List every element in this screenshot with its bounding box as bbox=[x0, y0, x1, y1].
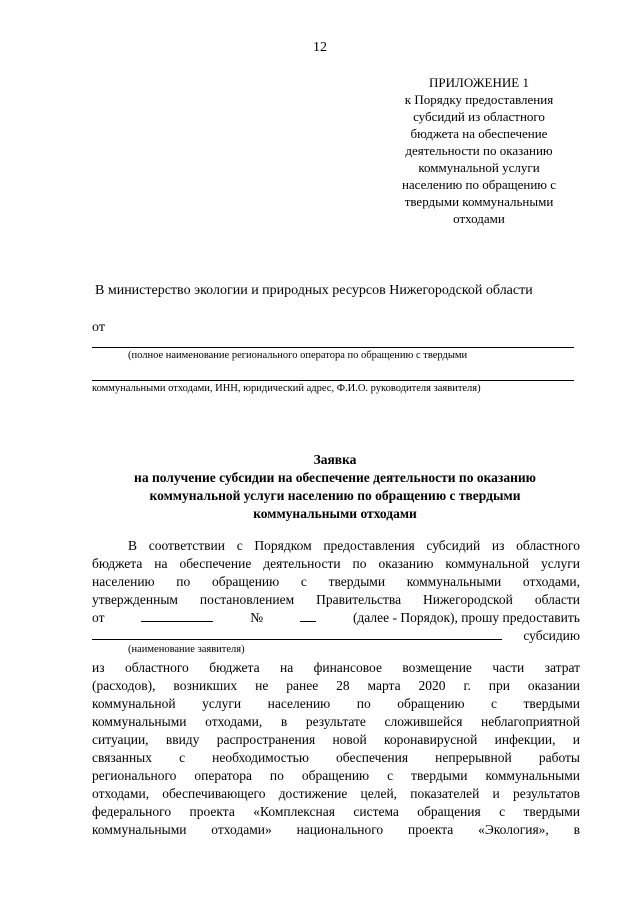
subsidy-word: субсидию bbox=[523, 628, 580, 643]
number-sign: № bbox=[250, 610, 264, 625]
body-line-date-number bbox=[92, 609, 580, 627]
title-line: коммунальной услуги населению по обращению с твердыми bbox=[149, 488, 521, 503]
date-prefix: от bbox=[92, 610, 105, 625]
body-line: бюджета на обеспечение деятельности по оказанию коммунальной услуги bbox=[92, 556, 580, 571]
page-number: 12 bbox=[313, 40, 327, 55]
body-line: коммунальными отходами, в результате сложившейся неблагоприятной bbox=[92, 714, 580, 729]
date-number-rest: (далее - Порядок), прошу предоставить bbox=[352, 610, 580, 625]
body-line: населению по обращению с твердыми коммунальными отходами, bbox=[92, 574, 580, 589]
appendix-line: бюджета на обеспечение bbox=[410, 126, 548, 141]
body-line: (расходов), возникших не ранее 28 марта 2020 г. при оказании bbox=[92, 678, 580, 693]
body-line: ситуации, ввиду распространения новой коронавирусной инфекции, и bbox=[92, 732, 580, 747]
date-blank bbox=[141, 609, 213, 622]
number-blank bbox=[300, 609, 316, 622]
appendix-heading: ПРИЛОЖЕНИЕ 1 bbox=[429, 75, 529, 90]
title-line: на получение субсидии на обеспечение деятельности по оказанию bbox=[134, 470, 536, 485]
operator-fill-line-1 bbox=[92, 347, 574, 348]
addressee: В министерство экологии и природных ресурсов Нижегородской области bbox=[95, 283, 533, 298]
title-line: коммунальными отходами bbox=[253, 506, 417, 521]
document-title bbox=[90, 451, 580, 523]
applicant-blank bbox=[92, 627, 502, 640]
appendix-line: коммунальной услуги bbox=[418, 160, 540, 175]
body-line: отходами, обеспечивающего достижение целей, показателей и результатов bbox=[92, 786, 580, 801]
operator-fill-line-2 bbox=[92, 380, 574, 381]
appendix-line: твердыми коммунальными bbox=[404, 194, 554, 209]
appendix-line: населению по обращению с bbox=[401, 177, 557, 192]
body-line-applicant bbox=[92, 627, 580, 645]
appendix-line: к Порядку предоставления bbox=[404, 92, 554, 107]
body-line: утвержденным постановлением Правительства Нижегородской области bbox=[92, 592, 580, 607]
from-label: от bbox=[92, 320, 105, 335]
operator-caption-2: коммунальными отходами, ИНН, юридический адрес, Ф.И.О. руководителя заявителя) bbox=[92, 383, 481, 394]
body-line: регионального оператора по обращению с твердыми коммунальными bbox=[92, 768, 580, 783]
body-line: В соответствии с Порядком предоставления субсидий из областного bbox=[128, 538, 580, 553]
body-line: коммунальными отходами» национального проекта «Экология», в bbox=[92, 822, 580, 837]
appendix-block bbox=[388, 74, 570, 227]
applicant-caption: (наименование заявителя) bbox=[128, 644, 245, 655]
operator-caption-1: (полное наименование регионального оператора по обращению с твердыми bbox=[128, 350, 468, 361]
body-line: из областного бюджета на финансовое возмещение части затрат bbox=[92, 660, 580, 675]
body-line: федерального проекта «Комплексная система обращения с твердыми bbox=[92, 804, 580, 819]
body-line: связанных с необходимостью обеспечения непрерывной работы bbox=[92, 750, 580, 765]
appendix-line: отходами bbox=[453, 211, 505, 226]
appendix-line: деятельности по оказанию bbox=[405, 143, 553, 158]
title-line: Заявка bbox=[313, 452, 357, 467]
appendix-line: субсидий из областного bbox=[413, 109, 545, 124]
body-line: коммунальной услуги населению по обращению с твердыми bbox=[92, 696, 580, 711]
